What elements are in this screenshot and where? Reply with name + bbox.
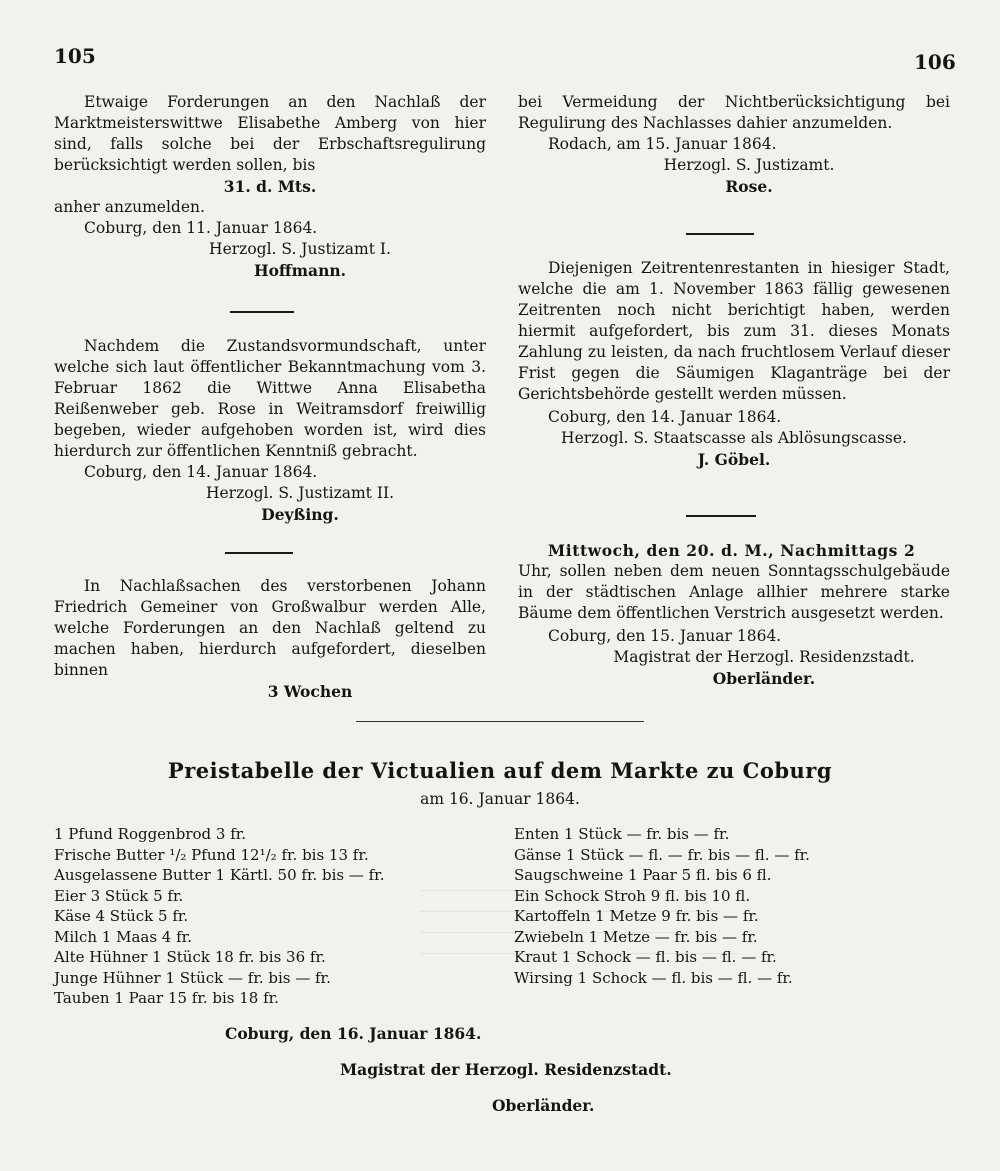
price-table-title: Preistabelle der Victualien auf dem Markte zu Coburg: [167, 758, 833, 783]
notice-signature: Hoffmann.: [253, 261, 347, 280]
notice-body: Etwaige Forderungen an den Nachlaß der Marktmeisterswittwe Elisabethe Amberg von hier sind, falls solche bei der Erbschaftsregulirung berücksichtigt werden sollen, bis: [54, 93, 486, 174]
notice-tail: anher anzumelden.: [54, 198, 205, 216]
notice-signature: Oberländer.: [712, 669, 816, 688]
notice-annuity-arrears: [518, 258, 950, 470]
notice-authority: Herzogl. S. Justizamt.: [663, 156, 835, 174]
price-table-place-date: Coburg, den 16. Januar 1864.: [225, 1024, 482, 1043]
notice-signature: Deyßing.: [261, 505, 339, 524]
page-number-left: 105: [54, 44, 96, 68]
notice-place-date: Coburg, den 14. Januar 1864.: [548, 408, 782, 426]
list-item: Eier 3 Stück 5 fr.: [54, 886, 184, 905]
separator-rule: [230, 311, 294, 313]
price-table-date: am 16. Januar 1864.: [420, 790, 580, 808]
list-item: Junge Hühner 1 Stück — fr. bis — fr.: [54, 968, 331, 987]
notice-body: bei Vermeidung der Nichtberücksichtigung bei Regulirung des Nachlasses dahier anzumelden.: [518, 93, 950, 132]
notice-authority: Magistrat der Herzogl. Residenzstadt.: [613, 648, 915, 666]
list-item: Käse 4 Stück 5 fr.: [54, 907, 189, 925]
notice-authority: Herzogl. S. Justizamt II.: [205, 484, 395, 502]
notice-signature: Rose.: [725, 177, 773, 196]
notice-body: Uhr, sollen neben dem neuen Sonntagsschulgebäude in der städtischen Anlage allhier mehrere starke Bäume dem öffentlichen Verstrich ausgesetzt werden.: [518, 562, 950, 622]
price-list-left: [54, 824, 474, 1009]
list-item: Wirsing 1 Schock — fl. bis — fl. — fr.: [514, 968, 793, 987]
page-number-right: 106: [914, 50, 956, 74]
notice-body: In Nachlaßsachen des verstorbenen Johann Friedrich Gemeiner von Großwalbur werden Alle, welche Forderungen an den Nachlaß geltend zu machen haben, hierdurch aufgefordert, dieselben binnen: [54, 577, 486, 679]
notice-lead: Mittwoch, den 20. d. M., Nachmittags 2: [548, 541, 916, 560]
list-item: Gänse 1 Stück — fl. — fr. bis — fl. — fr.: [514, 845, 810, 864]
price-list-right: [514, 824, 954, 988]
notice-deadline: 31. d. Mts.: [223, 177, 317, 196]
list-item: Ein Schock Stroh 9 fl. bis 10 fl.: [514, 886, 751, 905]
right-column-notice-4: [518, 258, 950, 470]
list-item: Saugschweine 1 Paar 5 fl. bis 6 fl.: [514, 866, 772, 884]
notice-body: Diejenigen Zeitrentenrestanten in hiesiger Stadt, welche die am 1. November 1863 fällig gewesenen Zeitrenten noch nicht berichtigt haben, werden hiermit aufgefordert, bis zum 31. dieses Monats Zahlung zu leisten, da nach fruchtlosem Verlauf dieser Frist gegen die Säumigen Klaganträge bei der Gerichtsbehörde gestellt werden müssen.: [518, 259, 950, 403]
list-item: Tauben 1 Paar 15 fr. bis 18 fr.: [54, 989, 279, 1007]
right-column: [518, 92, 950, 197]
notice-place-date: Coburg, den 15. Januar 1864.: [548, 627, 782, 645]
list-item: Frische Butter ¹/₂ Pfund 12¹/₂ fr. bis 13 fr.: [54, 845, 369, 864]
notice-signature: J. Göbel.: [697, 450, 771, 469]
notice-deadline: 3 Wochen: [267, 682, 353, 701]
notice-authority: Herzogl. S. Justizamt I.: [209, 240, 391, 258]
price-table-signature: Oberländer.: [492, 1096, 595, 1115]
notice-place-date: Coburg, den 14. Januar 1864.: [84, 463, 318, 481]
list-item: Zwiebeln 1 Metze — fr. bis — fr.: [514, 927, 758, 946]
separator-rule: [686, 233, 754, 235]
notice-tree-auction: [518, 540, 950, 689]
list-item: Ausgelassene Butter 1 Kärtl. 50 fr. bis — fr.: [54, 866, 385, 884]
separator-rule: [225, 552, 293, 554]
notice-estate-gemeiner-continued: [518, 92, 950, 197]
list-item: 1 Pfund Roggenbrod 3 fr.: [54, 825, 247, 843]
notice-authority: Herzogl. S. Staatscasse als Ablösungscasse.: [561, 429, 907, 447]
notice-body: Nachdem die Zustandsvormundschaft, unter welche sich laut öffentlicher Bekanntmachung vom 3. Februar 1862 die Wittwe Anna Elisabetha Reißenweber geb. Rose in Weitramsdorf freiwillig begeben, wieder aufgehoben worden ist, wird dies hierdurch zur öffentlichen Kenntniß gebracht.: [54, 337, 486, 460]
notice-place-date: Rodach, am 15. Januar 1864.: [548, 135, 777, 153]
price-table-authority: Magistrat der Herzogl. Residenzstadt.: [340, 1060, 672, 1079]
right-column-notice-5: [518, 540, 950, 689]
left-column-notice-2: [54, 336, 486, 525]
list-item: Milch 1 Maas 4 fr.: [54, 927, 192, 946]
notice-guardianship-ended: [54, 336, 486, 525]
notice-estate-gemeiner: [54, 576, 486, 702]
list-item: Kartoffeln 1 Metze 9 fr. bis — fr.: [514, 907, 759, 925]
left-column: [54, 92, 486, 281]
section-separator: [356, 721, 644, 722]
notice-estate-amberg: [54, 92, 486, 281]
list-item: Kraut 1 Schock — fl. bis — fl. — fr.: [514, 948, 777, 966]
separator-rule: [686, 515, 756, 517]
list-item: Alte Hühner 1 Stück 18 fr. bis 36 fr.: [54, 948, 326, 966]
left-column-notice-3: [54, 576, 486, 702]
notice-place-date: Coburg, den 11. Januar 1864.: [84, 219, 318, 237]
list-item: Enten 1 Stück — fr. bis — fr.: [514, 825, 730, 843]
